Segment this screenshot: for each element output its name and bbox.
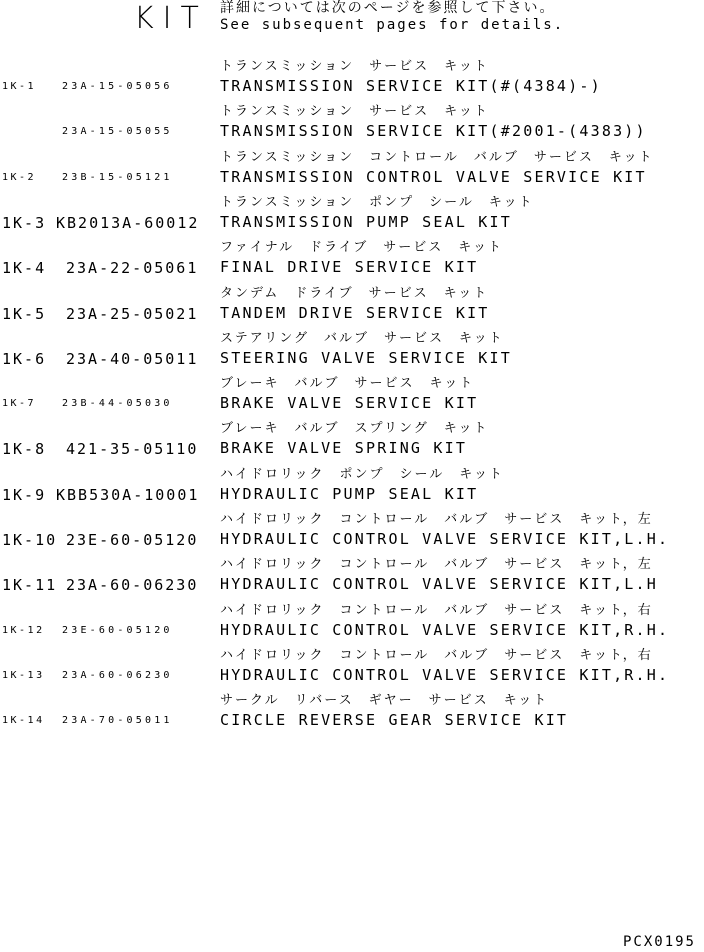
kit-item xyxy=(0,421,704,465)
kit-index: 1K-4 xyxy=(2,259,47,277)
kit-item xyxy=(0,693,704,737)
kit-name-japanese: タンデム ドライブ サービス キット xyxy=(220,286,489,301)
kit-item xyxy=(0,557,704,601)
kit-item xyxy=(0,648,704,692)
kit-name-english: BRAKE VALVE SPRING KIT xyxy=(220,439,468,457)
details-note-english: See subsequent pages for details. xyxy=(220,17,565,33)
kit-index: 1K-2 xyxy=(2,172,37,183)
kit-name-english: HYDRAULIC CONTROL VALVE SERVICE KIT,R.H. xyxy=(220,621,670,639)
kit-index: 1K-1 xyxy=(2,81,37,92)
kit-name-english: BRAKE VALVE SERVICE KIT xyxy=(220,394,479,412)
kit-name-english: TRANSMISSION PUMP SEAL KIT xyxy=(220,213,512,231)
kit-part-number: 23A-22-05061 xyxy=(66,259,199,277)
kit-item xyxy=(0,376,704,420)
kit-name-japanese: トランスミッション サービス キット xyxy=(220,104,489,119)
kit-name-japanese: ブレーキ バルブ サービス キット xyxy=(220,376,475,391)
kit-name-english: TRANSMISSION CONTROL VALVE SERVICE KIT xyxy=(220,168,647,186)
kit-name-japanese: ハイドロリック コントロール バルブ サービス キット，右 xyxy=(220,648,653,663)
kit-name-japanese: ハイドロリック コントロール バルブ サービス キット，左 xyxy=(220,512,653,527)
kit-name-japanese: ブレーキ バルブ スプリング キット xyxy=(220,421,489,436)
kit-item xyxy=(0,195,704,239)
kit-name-japanese: ステアリング バルブ サービス キット xyxy=(220,331,504,346)
kit-name-english: TRANSMISSION SERVICE KIT(#(4384)-) xyxy=(220,77,602,95)
kit-item xyxy=(0,331,704,375)
kit-name-english: FINAL DRIVE SERVICE KIT xyxy=(220,258,479,276)
kit-item xyxy=(0,150,704,194)
kit-part-number: 23B-44-05030 xyxy=(62,398,173,409)
kit-index: 1K-13 xyxy=(2,670,45,681)
kit-item xyxy=(0,512,704,556)
kit-index: 1K-8 xyxy=(2,440,47,458)
kit-index: 1K-11 xyxy=(2,576,58,594)
kit-part-number: 23B-15-05121 xyxy=(62,172,173,183)
page-code: PCX0195 xyxy=(622,934,696,950)
kit-part-number: 23A-15-05056 xyxy=(62,81,173,92)
kit-name-japanese: トランスミッション ポンプ シール キット xyxy=(220,195,534,210)
kit-name-japanese: ファイナル ドライブ サービス キット xyxy=(220,240,504,255)
kit-index: 1K-7 xyxy=(2,398,37,409)
kit-name-japanese: ハイドロリック ポンプ シール キット xyxy=(220,467,504,482)
kit-index: 1K-10 xyxy=(2,531,58,549)
kit-name-english: HYDRAULIC CONTROL VALVE SERVICE KIT,L.H xyxy=(220,575,658,593)
kit-index: 1K-6 xyxy=(2,350,47,368)
kit-item xyxy=(0,104,704,148)
kit-name-japanese: ハイドロリック コントロール バルブ サービス キット，左 xyxy=(220,557,653,572)
kit-name-japanese: トランスミッション コントロール バルブ サービス キット xyxy=(220,150,654,165)
kit-name-japanese: サークル リバース ギヤー サービス キット xyxy=(220,693,549,708)
kit-item xyxy=(0,603,704,647)
kit-item xyxy=(0,59,704,103)
kit-part-number: 23A-15-05055 xyxy=(62,126,173,137)
kit-index: 1K-9 xyxy=(2,486,47,504)
kit-name-english: HYDRAULIC CONTROL VALVE SERVICE KIT,R.H. xyxy=(220,666,670,684)
kit-index: 1K-3 xyxy=(2,214,47,232)
details-note-japanese: 詳細については次のページを参照して下さい。 xyxy=(220,0,556,16)
kit-item xyxy=(0,240,704,284)
kit-name-english: TANDEM DRIVE SERVICE KIT xyxy=(220,304,490,322)
kit-part-number: 23E-60-05120 xyxy=(66,531,199,549)
kit-part-number: 23A-70-05011 xyxy=(62,715,173,726)
kit-part-number: 23A-60-06230 xyxy=(62,670,173,681)
kit-index: 1K-5 xyxy=(2,305,47,323)
kit-part-number: KB2013A-60012 xyxy=(56,214,200,232)
kit-index: 1K-12 xyxy=(2,625,45,636)
kit-name-english: STEERING VALVE SERVICE KIT xyxy=(220,349,512,367)
kit-part-number: 23E-60-05120 xyxy=(62,625,173,636)
kit-item xyxy=(0,467,704,511)
kit-part-number: KBB530A-10001 xyxy=(56,486,200,504)
kit-part-number: 23A-60-06230 xyxy=(66,576,199,594)
kit-name-english: CIRCLE REVERSE GEAR SERVICE KIT xyxy=(220,711,569,729)
kit-part-number: 23A-25-05021 xyxy=(66,305,199,323)
kit-name-english: HYDRAULIC CONTROL VALVE SERVICE KIT,L.H. xyxy=(220,530,670,548)
kit-index: 1K-14 xyxy=(2,715,45,726)
kit-name-english: TRANSMISSION SERVICE KIT(#2001-(4383)) xyxy=(220,122,647,140)
kit-name-japanese: トランスミッション サービス キット xyxy=(220,59,489,74)
kit-item xyxy=(0,286,704,330)
kit-name-japanese: ハイドロリック コントロール バルブ サービス キット，右 xyxy=(220,603,653,618)
kit-part-number: 23A-40-05011 xyxy=(66,350,199,368)
page-title: KIT xyxy=(134,1,208,36)
kit-part-number: 421-35-05110 xyxy=(66,440,199,458)
kit-name-english: HYDRAULIC PUMP SEAL KIT xyxy=(220,485,479,503)
